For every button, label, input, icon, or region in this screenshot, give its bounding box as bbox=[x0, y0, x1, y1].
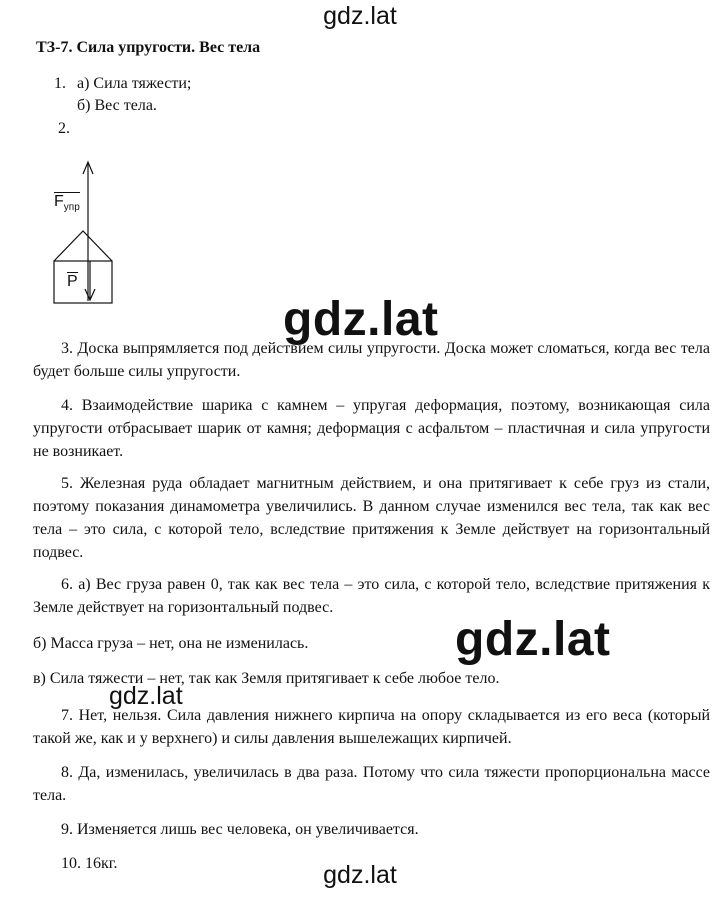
item-1-answer-a: а) Сила тяжести; bbox=[77, 75, 192, 92]
force-diagram bbox=[40, 158, 130, 306]
answer-9: 9. Изменяется лишь вес человека, он увеличивается. bbox=[61, 821, 419, 838]
watermark-small-left: gdz.lat bbox=[109, 682, 183, 710]
answer-5: 5. Железная руда обладает магнитным действием, и она притягивает к себе груз из стали, поэтому показания динамометра увеличились. В данном случае изменился вес тела, так как вес тела – это сила, с которой тело, вследствие притяжения к Земле действует на горизонтальный подвес. bbox=[33, 475, 710, 561]
body-box bbox=[54, 261, 112, 303]
weight-label: P bbox=[67, 273, 78, 290]
answer-6a: 6. а) Вес груза равен 0, так как вес тела – это сила, с которой тело, вследствие притяжения к Земле действует на горизонтальный подвес. bbox=[33, 576, 710, 616]
answer-4: 4. Взаимодействие шарика с камнем – упругая деформация, поэтому, возникающая сила упругости отбрасывает шарик от камня; деформация с асфальтом – пластичная и сила упругости не возникает. bbox=[33, 397, 710, 460]
answer-6b: б) Масса груза – нет, она не изменилась. bbox=[33, 635, 309, 652]
item-2-number: 2. bbox=[58, 120, 70, 137]
answer-7: 7. Нет, нельзя. Сила давления нижнего кирпича на опору складывается из его веса (который такой же, как и у верхнего) и силы давления вышележащих кирпичей. bbox=[33, 707, 710, 747]
watermark-middle-right: gdz.lat bbox=[455, 613, 611, 666]
answer-3: 3. Доска выпрямляется под действием силы упругости. Доска может сломаться, когда вес тела будет больше силы упругости. bbox=[33, 340, 710, 380]
watermark-bottom: gdz.lat bbox=[323, 861, 397, 889]
answer-8: 8. Да, изменилась, увеличилась в два раза. Потому что сила тяжести пропорциональна массе тела. bbox=[33, 764, 710, 804]
roof-outline bbox=[54, 231, 112, 261]
page-title: ТЗ-7. Сила упругости. Вес тела bbox=[36, 39, 261, 56]
force-label: $F_{упр}$ bbox=[54, 192, 80, 217]
watermark-top: gdz.lat bbox=[323, 2, 397, 30]
answer-10: 10. 16кг. bbox=[61, 855, 118, 872]
item-1-answer-b: б) Вес тела. bbox=[77, 97, 157, 114]
answer-6c: в) Сила тяжести – нет, так как Земля притягивает к себе любое тело. bbox=[33, 670, 500, 687]
item-1-number: 1. bbox=[54, 75, 66, 92]
watermark-center: gdz.lat bbox=[283, 293, 439, 346]
